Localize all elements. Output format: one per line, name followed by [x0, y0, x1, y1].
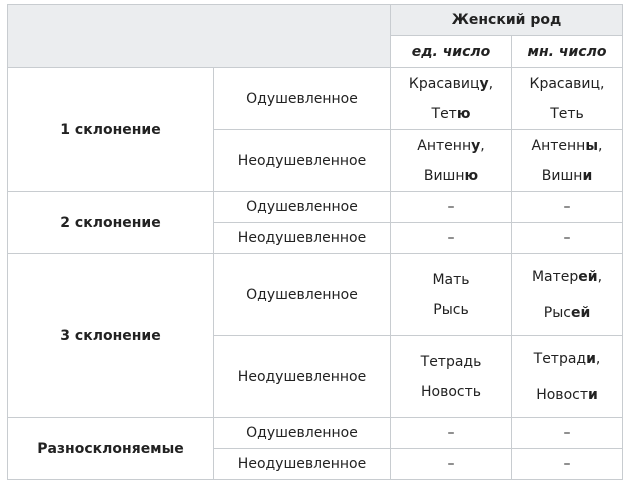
word-form: Красавиц, — [529, 75, 605, 92]
table-corner — [8, 5, 391, 68]
singular-cell: – — [391, 223, 512, 254]
singular-cell: – — [391, 449, 512, 480]
word-form: Тетрадь — [420, 353, 482, 370]
plural-cell: – — [512, 418, 623, 449]
plural-header: мн. число — [512, 36, 623, 68]
gender-header: Женский род — [391, 5, 623, 36]
plural-cell — [512, 336, 623, 418]
plural-cell: – — [512, 449, 623, 480]
declension-label: Разносклоняемые — [8, 418, 214, 480]
word-form: Антенну, — [417, 137, 485, 154]
singular-cell — [391, 254, 512, 336]
declension-table — [7, 4, 623, 480]
plural-cell — [512, 68, 623, 130]
word-form: Матерей, — [531, 268, 603, 285]
animacy-label: Неодушевленное — [214, 449, 391, 480]
animacy-label: Неодушевленное — [214, 130, 391, 192]
declension-label: 2 склонение — [8, 192, 214, 254]
word-form: Новость — [420, 383, 481, 400]
word-form: Тетю — [431, 105, 471, 122]
plural-cell — [512, 254, 623, 336]
word-form: Вишню — [423, 167, 479, 184]
word-form: Новости — [536, 386, 598, 403]
animacy-label: Одушевленное — [214, 418, 391, 449]
table-row — [8, 192, 623, 223]
word-form: Тетради, — [533, 350, 601, 367]
plural-cell: – — [512, 223, 623, 254]
table-row — [8, 418, 623, 449]
table-row — [8, 254, 623, 336]
animacy-label: Одушевленное — [214, 192, 391, 223]
word-form: Теть — [550, 105, 584, 122]
word-form: Рысей — [543, 304, 591, 321]
plural-cell — [512, 130, 623, 192]
word-form: Красавицу, — [408, 75, 494, 92]
animacy-label: Одушевленное — [214, 68, 391, 130]
singular-cell: – — [391, 192, 512, 223]
singular-header: ед. число — [391, 36, 512, 68]
plural-cell: – — [512, 192, 623, 223]
animacy-label: Одушевленное — [214, 254, 391, 336]
animacy-label: Неодушевленное — [214, 223, 391, 254]
singular-cell — [391, 336, 512, 418]
word-form: Рысь — [433, 301, 469, 318]
declension-label: 3 склонение — [8, 254, 214, 418]
word-form: Мать — [432, 271, 470, 288]
animacy-label: Неодушевленное — [214, 336, 391, 418]
word-form: Вишни — [541, 167, 593, 184]
singular-cell — [391, 130, 512, 192]
table-row — [8, 68, 623, 130]
singular-cell — [391, 68, 512, 130]
singular-cell: – — [391, 418, 512, 449]
word-form: Антенны, — [531, 137, 603, 154]
declension-label: 1 склонение — [8, 68, 214, 192]
